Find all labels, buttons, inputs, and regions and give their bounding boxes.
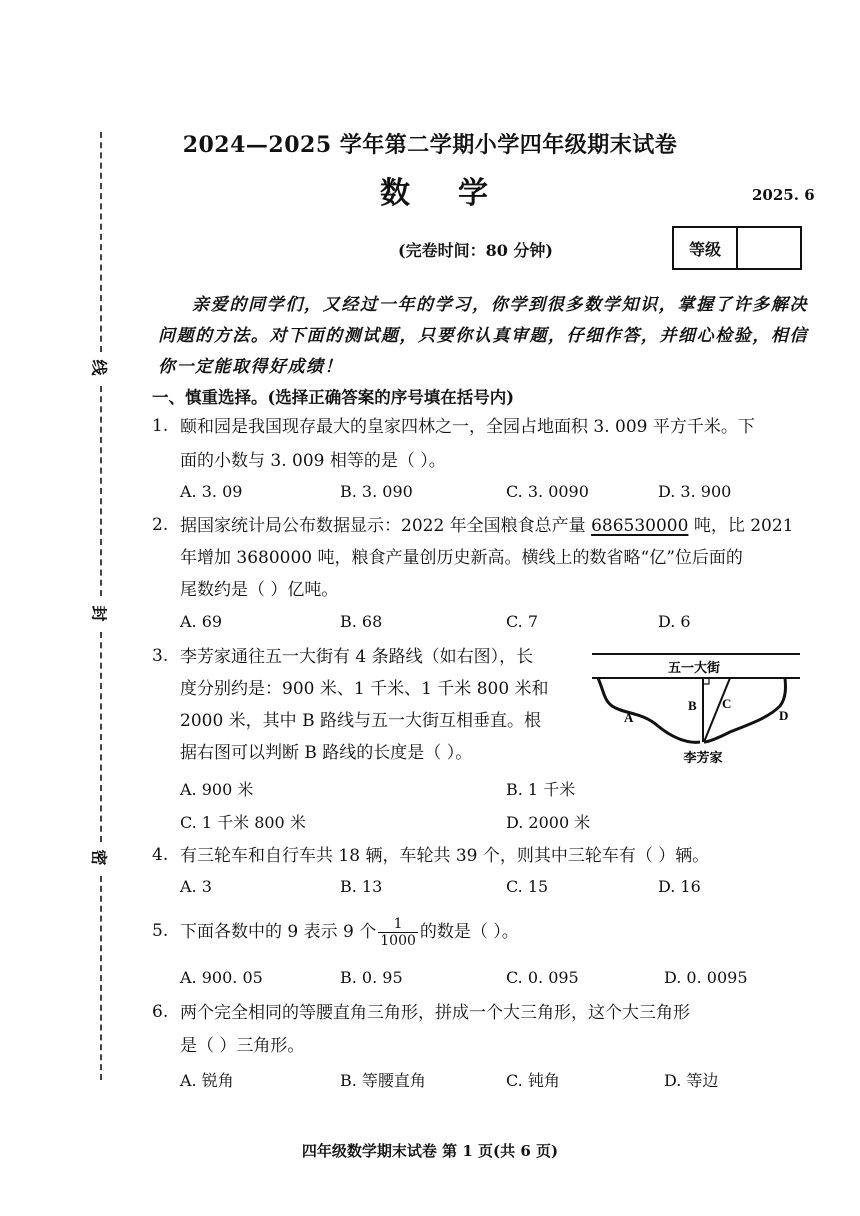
option-b[interactable]: B. 3. 090 [340, 482, 413, 501]
question-number: 1. [152, 416, 169, 436]
option-b[interactable]: B. 0. 95 [340, 968, 403, 987]
question-text: 有三轮车和自行车共 18 辆，车轮共 39 个，则其中三轮车有（ ）辆。 [180, 846, 710, 866]
street-label: 五一大街 [667, 660, 721, 675]
route-c-label: C [722, 696, 732, 711]
question-number: 4. [152, 845, 169, 865]
question-text [180, 515, 794, 537]
option-a[interactable]: A. 900. 05 [180, 968, 263, 987]
option-a[interactable]: A. 3 [180, 877, 212, 896]
intro-paragraph: 亲爱的同学们，又经过一年的学习，你学到很多数学知识，掌握了许多解决问题的方法。对下面的测试题，只要你认真审题，仔细作答，并细心检验，相信你一定能取得好成绩！ [158, 295, 808, 377]
page-footer: 四年级数学期末试卷 第 1 页(共 6 页) [301, 1142, 559, 1160]
grade-box [672, 226, 802, 270]
option-d[interactable]: D. 6 [658, 612, 691, 631]
option-c[interactable]: C. 钝角 [506, 1071, 560, 1090]
subject-title: 数学 [380, 176, 536, 211]
route-diagram [590, 648, 802, 768]
binding-char-secret: 密 [89, 844, 112, 872]
question-text: 年增加 3680000 吨，粮食产量创历史新高。横线上的数省略“亿”位后面的 [180, 548, 743, 568]
question-text-part: 的数是（ ）。 [419, 922, 519, 942]
exam-title: 2024—2025 学年第二学期小学四年级期末试卷 [182, 132, 678, 158]
fraction-numerator: 1 [378, 916, 418, 933]
option-c[interactable]: C. 3. 0090 [506, 482, 589, 501]
route-a-path [598, 678, 700, 742]
grade-label: 等级 [674, 228, 738, 268]
option-b[interactable]: B. 13 [340, 877, 383, 896]
route-d-label: D [779, 708, 789, 723]
binding-char-line: 线 [89, 354, 112, 382]
question-text: 面的小数与 3. 009 相等的是（ ）。 [180, 451, 446, 471]
question-text [180, 910, 519, 954]
question-text: 度分别约是：900 米、1 千米、1 千米 800 米和 [180, 679, 549, 699]
binding-dashed-line [100, 876, 102, 1080]
option-b[interactable]: B. 1 千米 [506, 780, 576, 799]
home-label: 李芳家 [683, 750, 723, 765]
option-d[interactable]: D. 等边 [664, 1071, 719, 1090]
question-text: 是（ ）三角形。 [180, 1036, 305, 1056]
binding-dashed-line [100, 632, 102, 842]
option-c[interactable]: C. 15 [506, 877, 549, 896]
option-d[interactable]: D. 0. 0095 [664, 968, 748, 987]
option-d[interactable]: D. 2000 米 [506, 813, 591, 832]
exam-date: 2025. 6 [752, 186, 815, 204]
question-text-part: 下面各数中的 9 表示 9 个 [180, 922, 377, 942]
question-text-part: 吨，比 2021 [688, 516, 794, 536]
question-text-part: 据国家统计局公布数据显示：2022 年全国粮食总产量 [180, 516, 592, 536]
route-a-label: A [624, 710, 634, 725]
option-d[interactable]: D. 3. 900 [658, 482, 732, 501]
section-title: 一、慎重选择。(选择正确答案的序号填在括号内) [152, 388, 515, 407]
underlined-number: 686530000 [591, 516, 689, 536]
question-number: 6. [152, 1002, 169, 1022]
grade-value-field[interactable] [738, 228, 800, 268]
option-a[interactable]: A. 900 米 [180, 780, 254, 799]
binding-dashed-line [100, 132, 102, 352]
option-c[interactable]: C. 1 千米 800 米 [180, 813, 306, 832]
option-a[interactable]: A. 69 [180, 612, 223, 631]
option-c[interactable]: C. 0. 095 [506, 968, 579, 987]
binding-dashed-line [100, 386, 102, 596]
route-b-label: B [688, 698, 697, 713]
question-text: 李芳家通往五一大街有 4 条路线（如右图），长 [180, 647, 534, 667]
option-b[interactable]: B. 68 [340, 612, 383, 631]
question-text: 尾数约是（ ）亿吨。 [180, 580, 339, 600]
question-text: 两个完全相同的等腰直角三角形，拼成一个大三角形，这个大三角形 [180, 1003, 690, 1023]
question-text: 据右图可以判断 B 路线的长度是（ ）。 [180, 743, 473, 763]
binding-char-seal: 封 [89, 600, 112, 628]
option-a[interactable]: A. 锐角 [180, 1071, 234, 1090]
fraction [378, 916, 418, 949]
question-text: 2000 米，其中 B 路线与五一大街互相垂直。根 [180, 711, 541, 731]
question-number: 5. [152, 921, 169, 941]
question-number: 3. [152, 646, 169, 666]
question-number: 2. [152, 515, 169, 535]
fraction-denominator: 1000 [380, 933, 416, 949]
option-a[interactable]: A. 3. 09 [180, 482, 243, 501]
option-c[interactable]: C. 7 [506, 612, 539, 631]
time-limit: (完卷时间：80 分钟) [398, 241, 553, 260]
option-b[interactable]: B. 等腰直角 [340, 1071, 426, 1090]
question-text: 颐和园是我国现存最大的皇家四林之一，全园占地面积 3. 009 平方千米。下 [180, 417, 755, 437]
option-d[interactable]: D. 16 [658, 877, 701, 896]
